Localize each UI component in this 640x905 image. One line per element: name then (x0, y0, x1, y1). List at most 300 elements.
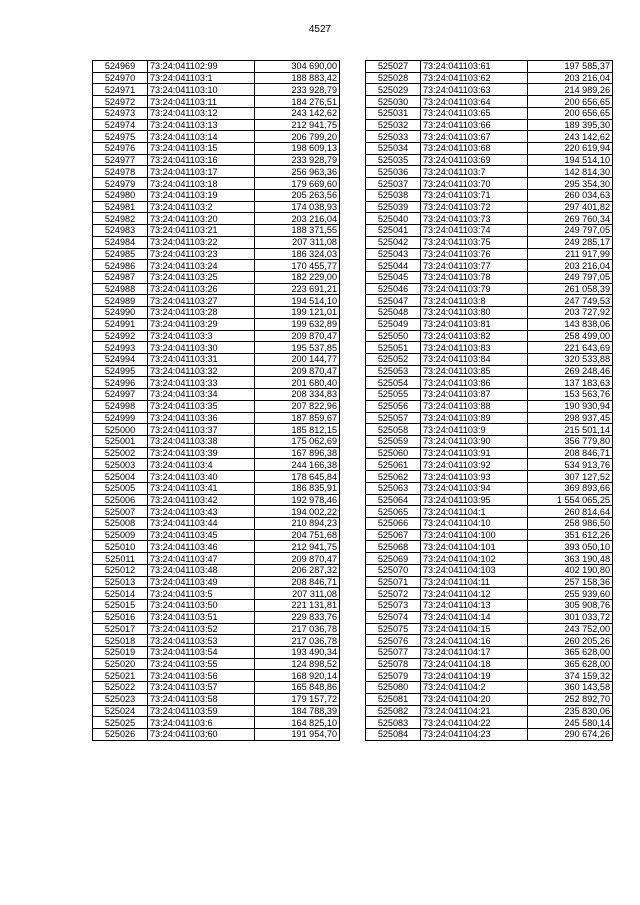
cadastral-number-cell: 73:24:041103:88 (421, 400, 528, 412)
cadastral-number-cell: 73:24:041103:31 (148, 353, 255, 365)
record-number-cell: 525016 (93, 611, 148, 623)
record-number-cell: 525082 (366, 705, 421, 717)
record-number-cell: 525026 (93, 728, 148, 740)
value-cell: 258 986,50 (528, 518, 613, 530)
record-number-cell: 525064 (366, 494, 421, 506)
value-cell: 182 229,00 (255, 271, 340, 283)
record-number-cell: 524990 (93, 307, 148, 319)
cadastral-number-cell: 73:24:041104:1 (421, 506, 528, 518)
record-number-cell: 525002 (93, 447, 148, 459)
value-cell: 374 159,32 (528, 670, 613, 682)
record-number-cell: 525004 (93, 471, 148, 483)
table-row (366, 728, 613, 740)
table-row (93, 506, 340, 518)
record-number-cell: 525049 (366, 318, 421, 330)
cadastral-number-cell: 73:24:041103:63 (421, 84, 528, 96)
value-cell: 243 752,00 (528, 623, 613, 635)
table-row (366, 154, 613, 166)
value-cell: 194 514,10 (255, 295, 340, 307)
table-row (93, 178, 340, 190)
table-row (93, 365, 340, 377)
cadastral-number-cell: 73:24:041103:76 (421, 248, 528, 260)
value-cell: 215 501,14 (528, 424, 613, 436)
value-cell: 184 276,51 (255, 96, 340, 108)
record-number-cell: 524989 (93, 295, 148, 307)
table-row (366, 611, 613, 623)
cadastral-number-cell: 73:24:041103:93 (421, 471, 528, 483)
cadastral-number-cell: 73:24:041103:92 (421, 459, 528, 471)
value-cell: 209 870,47 (255, 330, 340, 342)
value-cell: 208 846,71 (255, 576, 340, 588)
record-number-cell: 525005 (93, 482, 148, 494)
table-row (366, 541, 613, 553)
table-row (366, 658, 613, 670)
table-row (366, 61, 613, 73)
cadastral-number-cell: 73:24:041103:20 (148, 213, 255, 225)
value-cell: 193 490,34 (255, 646, 340, 658)
record-number-cell: 525051 (366, 342, 421, 354)
cadastral-number-cell: 73:24:041103:77 (421, 260, 528, 272)
cadastral-number-cell: 73:24:041103:17 (148, 166, 255, 178)
value-cell: 137 183,63 (528, 377, 613, 389)
table-row (93, 424, 340, 436)
value-cell: 124 898,52 (255, 658, 340, 670)
table-row (93, 646, 340, 658)
record-number-cell: 525045 (366, 271, 421, 283)
record-number-cell: 524987 (93, 271, 148, 283)
record-number-cell: 525060 (366, 447, 421, 459)
cadastral-number-cell: 73:24:041103:85 (421, 365, 528, 377)
table-row (366, 705, 613, 717)
cadastral-number-cell: 73:24:041103:94 (421, 482, 528, 494)
table-row (93, 693, 340, 705)
table-row (93, 553, 340, 565)
cadastral-number-cell: 73:24:041104:18 (421, 658, 528, 670)
record-number-cell: 524969 (93, 61, 148, 73)
value-cell: 247 749,53 (528, 295, 613, 307)
cadastral-number-cell: 73:24:041103:28 (148, 307, 255, 319)
table-row (93, 283, 340, 295)
cadastral-number-cell: 73:24:041103:81 (421, 318, 528, 330)
table-row (366, 178, 613, 190)
record-number-cell: 525057 (366, 412, 421, 424)
table-row (366, 682, 613, 694)
cadastral-number-cell: 73:24:041104:10 (421, 518, 528, 530)
value-cell: 153 563,76 (528, 389, 613, 401)
cadastral-number-cell: 73:24:041103:72 (421, 201, 528, 213)
cadastral-number-cell: 73:24:041103:68 (421, 143, 528, 155)
table-row (366, 447, 613, 459)
table-row (93, 225, 340, 237)
table-row (93, 588, 340, 600)
cadastral-number-cell: 73:24:041104:2 (421, 682, 528, 694)
record-number-cell: 525038 (366, 189, 421, 201)
value-cell: 191 954,70 (255, 728, 340, 740)
table-row (366, 236, 613, 248)
record-number-cell: 525083 (366, 717, 421, 729)
record-number-cell: 524994 (93, 353, 148, 365)
table-row (93, 236, 340, 248)
table-row (366, 424, 613, 436)
record-number-cell: 525071 (366, 576, 421, 588)
table-row (93, 635, 340, 647)
value-cell: 170 455,77 (255, 260, 340, 272)
record-number-cell: 525040 (366, 213, 421, 225)
value-cell: 402 190,80 (528, 564, 613, 576)
cadastral-number-cell: 73:24:041103:83 (421, 342, 528, 354)
value-cell: 208 334,83 (255, 389, 340, 401)
value-cell: 206 287,32 (255, 564, 340, 576)
table-row (366, 459, 613, 471)
table-row (366, 529, 613, 541)
record-number-cell: 524995 (93, 365, 148, 377)
table-row (93, 728, 340, 740)
cadastral-number-cell: 73:24:041103:71 (421, 189, 528, 201)
table-row (93, 318, 340, 330)
table-row (366, 600, 613, 612)
cadastral-number-cell: 73:24:041103:69 (421, 154, 528, 166)
table-row (366, 365, 613, 377)
table-row (366, 271, 613, 283)
cadastral-number-cell: 73:24:041103:47 (148, 553, 255, 565)
value-cell: 194 002,22 (255, 506, 340, 518)
record-number-cell: 524977 (93, 154, 148, 166)
record-number-cell: 524976 (93, 143, 148, 155)
value-cell: 207 311,08 (255, 588, 340, 600)
table-row (366, 506, 613, 518)
record-number-cell: 525069 (366, 553, 421, 565)
record-number-cell: 525018 (93, 635, 148, 647)
cadastral-number-cell: 73:24:041103:74 (421, 225, 528, 237)
cadastral-number-cell: 73:24:041103:56 (148, 670, 255, 682)
value-cell: 165 848,86 (255, 682, 340, 694)
record-number-cell: 525084 (366, 728, 421, 740)
cadastral-number-cell: 73:24:041103:21 (148, 225, 255, 237)
record-number-cell: 524983 (93, 225, 148, 237)
value-cell: 301 033,72 (528, 611, 613, 623)
value-cell: 211 917,99 (528, 248, 613, 260)
value-cell: 190 930,94 (528, 400, 613, 412)
record-number-cell: 524991 (93, 318, 148, 330)
record-number-cell: 525062 (366, 471, 421, 483)
table-row (366, 96, 613, 108)
cadastral-number-cell: 73:24:041103:26 (148, 283, 255, 295)
value-cell: 179 669,60 (255, 178, 340, 190)
cadastral-number-cell: 73:24:041103:60 (148, 728, 255, 740)
cadastral-number-cell: 73:24:041104:103 (421, 564, 528, 576)
record-number-cell: 525025 (93, 717, 148, 729)
cadastral-number-cell: 73:24:041103:1 (148, 72, 255, 84)
record-number-cell: 525041 (366, 225, 421, 237)
table-row (93, 96, 340, 108)
record-number-cell: 525008 (93, 518, 148, 530)
record-number-cell: 525052 (366, 353, 421, 365)
cadastral-number-cell: 73:24:041103:87 (421, 389, 528, 401)
record-number-cell: 524970 (93, 72, 148, 84)
table-row (366, 646, 613, 658)
cadastral-number-cell: 73:24:041103:52 (148, 623, 255, 635)
record-number-cell: 525081 (366, 693, 421, 705)
value-cell: 199 632,89 (255, 318, 340, 330)
cadastral-number-cell: 73:24:041103:79 (421, 283, 528, 295)
record-number-cell: 525023 (93, 693, 148, 705)
cadastral-number-cell: 73:24:041103:22 (148, 236, 255, 248)
table-row (366, 623, 613, 635)
table-row (93, 412, 340, 424)
value-cell: 298 937,45 (528, 412, 613, 424)
record-number-cell: 524998 (93, 400, 148, 412)
record-number-cell: 525042 (366, 236, 421, 248)
record-number-cell: 525070 (366, 564, 421, 576)
value-cell: 175 062,69 (255, 436, 340, 448)
table-row (93, 447, 340, 459)
record-number-cell: 525032 (366, 119, 421, 131)
value-cell: 221 643,69 (528, 342, 613, 354)
record-number-cell: 524988 (93, 283, 148, 295)
table-row (93, 705, 340, 717)
table-row (93, 131, 340, 143)
record-number-cell: 524986 (93, 260, 148, 272)
table-row (366, 693, 613, 705)
value-cell: 229 833,76 (255, 611, 340, 623)
value-cell: 260 205,26 (528, 635, 613, 647)
cadastral-number-cell: 73:24:041103:5 (148, 588, 255, 600)
cadastral-number-cell: 73:24:041103:39 (148, 447, 255, 459)
value-cell: 297 401,82 (528, 201, 613, 213)
record-number-cell: 525006 (93, 494, 148, 506)
cadastral-number-cell: 73:24:041103:90 (421, 436, 528, 448)
record-number-cell: 525014 (93, 588, 148, 600)
table-row (93, 119, 340, 131)
table-row (93, 717, 340, 729)
value-cell: 235 830,06 (528, 705, 613, 717)
record-number-cell: 525034 (366, 143, 421, 155)
table-row (93, 107, 340, 119)
cadastral-number-cell: 73:24:041104:16 (421, 635, 528, 647)
value-cell: 252 892,70 (528, 693, 613, 705)
record-number-cell: 525036 (366, 166, 421, 178)
cadastral-number-cell: 73:24:041104:21 (421, 705, 528, 717)
table-row (366, 213, 613, 225)
value-cell: 188 883,42 (255, 72, 340, 84)
value-cell: 223 691,21 (255, 283, 340, 295)
cadastral-number-cell: 73:24:041103:8 (421, 295, 528, 307)
cadastral-number-cell: 73:24:041103:54 (148, 646, 255, 658)
record-number-cell: 525029 (366, 84, 421, 96)
record-number-cell: 525058 (366, 424, 421, 436)
table-row (93, 611, 340, 623)
record-number-cell: 525033 (366, 131, 421, 143)
table-row (93, 84, 340, 96)
cadastral-number-cell: 73:24:041103:80 (421, 307, 528, 319)
table-row (366, 84, 613, 96)
cadastral-number-cell: 73:24:041103:51 (148, 611, 255, 623)
cadastral-number-cell: 73:24:041104:102 (421, 553, 528, 565)
record-number-cell: 525011 (93, 553, 148, 565)
cadastral-number-cell: 73:24:041104:22 (421, 717, 528, 729)
table-row (366, 143, 613, 155)
table-row (366, 389, 613, 401)
table-row (366, 518, 613, 530)
table-row (366, 342, 613, 354)
value-cell: 198 609,13 (255, 143, 340, 155)
value-cell: 356 779,80 (528, 436, 613, 448)
record-number-cell: 524992 (93, 330, 148, 342)
record-number-cell: 525054 (366, 377, 421, 389)
value-cell: 168 920,14 (255, 670, 340, 682)
cadastral-number-cell: 73:24:041103:35 (148, 400, 255, 412)
value-cell: 203 216,04 (255, 213, 340, 225)
record-number-cell: 524993 (93, 342, 148, 354)
table-row (93, 471, 340, 483)
table-row (93, 61, 340, 73)
cadastral-number-cell: 73:24:041103:78 (421, 271, 528, 283)
record-number-cell: 525063 (366, 482, 421, 494)
table-row (93, 459, 340, 471)
cadastral-number-cell: 73:24:041103:66 (421, 119, 528, 131)
cadastral-number-cell: 73:24:041103:33 (148, 377, 255, 389)
table-row (366, 225, 613, 237)
record-number-cell: 525000 (93, 424, 148, 436)
value-cell: 178 645,84 (255, 471, 340, 483)
cadastral-number-cell: 73:24:041103:27 (148, 295, 255, 307)
cadastral-number-cell: 73:24:041103:58 (148, 693, 255, 705)
table-row (366, 119, 613, 131)
value-cell: 210 894,23 (255, 518, 340, 530)
value-cell: 534 913,76 (528, 459, 613, 471)
record-number-cell: 525059 (366, 436, 421, 448)
record-number-cell: 525048 (366, 307, 421, 319)
table-row (366, 260, 613, 272)
table-row (93, 518, 340, 530)
table-row (93, 529, 340, 541)
value-cell: 249 797,05 (528, 271, 613, 283)
record-number-cell: 525010 (93, 541, 148, 553)
cadastral-number-cell: 73:24:041103:6 (148, 717, 255, 729)
value-cell: 307 127,52 (528, 471, 613, 483)
record-number-cell: 525007 (93, 506, 148, 518)
value-cell: 260 814,64 (528, 506, 613, 518)
table-row (366, 107, 613, 119)
cadastral-number-cell: 73:24:041103:19 (148, 189, 255, 201)
table-row (366, 635, 613, 647)
value-cell: 203 216,04 (528, 72, 613, 84)
table-row (93, 307, 340, 319)
table-row (93, 576, 340, 588)
table-row (366, 564, 613, 576)
cadastral-number-cell: 73:24:041103:89 (421, 412, 528, 424)
table-row (93, 295, 340, 307)
table-row (93, 72, 340, 84)
value-cell: 207 311,08 (255, 236, 340, 248)
record-number-cell: 524999 (93, 412, 148, 424)
record-number-cell: 524984 (93, 236, 148, 248)
table-row (93, 541, 340, 553)
record-number-cell: 525044 (366, 260, 421, 272)
value-cell: 200 144,77 (255, 353, 340, 365)
table-row (366, 670, 613, 682)
cadastral-number-cell: 73:24:041103:23 (148, 248, 255, 260)
table-row (366, 318, 613, 330)
record-number-cell: 524973 (93, 107, 148, 119)
value-cell: 142 814,30 (528, 166, 613, 178)
cadastral-number-cell: 73:24:041104:17 (421, 646, 528, 658)
record-number-cell: 525077 (366, 646, 421, 658)
record-number-cell: 525078 (366, 658, 421, 670)
record-number-cell: 524982 (93, 213, 148, 225)
cadastral-number-cell: 73:24:041103:24 (148, 260, 255, 272)
value-cell: 186 835,91 (255, 482, 340, 494)
cadastral-number-cell: 73:24:041103:70 (421, 178, 528, 190)
record-number-cell: 525080 (366, 682, 421, 694)
table-row (93, 494, 340, 506)
value-cell: 199 121,01 (255, 307, 340, 319)
value-cell: 188 371,55 (255, 225, 340, 237)
table-row (366, 494, 613, 506)
value-cell: 192 978,46 (255, 494, 340, 506)
value-cell: 351 612,26 (528, 529, 613, 541)
value-cell: 212 941,75 (255, 541, 340, 553)
record-number-cell: 525024 (93, 705, 148, 717)
table-row (366, 201, 613, 213)
record-number-cell: 525065 (366, 506, 421, 518)
cadastral-number-cell: 73:24:041103:55 (148, 658, 255, 670)
value-cell: 187 859,67 (255, 412, 340, 424)
table-row (93, 389, 340, 401)
value-cell: 217 036,78 (255, 635, 340, 647)
record-number-cell: 525055 (366, 389, 421, 401)
table-row (366, 576, 613, 588)
registry-table-right (365, 60, 613, 741)
table-row (93, 143, 340, 155)
table-row (366, 295, 613, 307)
record-number-cell: 524980 (93, 189, 148, 201)
cadastral-number-cell: 73:24:041103:36 (148, 412, 255, 424)
value-cell: 290 674,26 (528, 728, 613, 740)
value-cell: 186 324,03 (255, 248, 340, 260)
cadastral-number-cell: 73:24:041104:13 (421, 600, 528, 612)
cadastral-number-cell: 73:24:041103:62 (421, 72, 528, 84)
cadastral-number-cell: 73:24:041103:34 (148, 389, 255, 401)
value-cell: 212 941,75 (255, 119, 340, 131)
table-row (93, 271, 340, 283)
value-cell: 233 928,79 (255, 84, 340, 96)
registry-table-left (92, 60, 340, 741)
cadastral-number-cell: 73:24:041103:95 (421, 494, 528, 506)
table-row (366, 553, 613, 565)
cadastral-number-cell: 73:24:041103:84 (421, 353, 528, 365)
value-cell: 195 537,85 (255, 342, 340, 354)
cadastral-number-cell: 73:24:041103:91 (421, 447, 528, 459)
cadastral-number-cell: 73:24:041103:50 (148, 600, 255, 612)
table-row (366, 72, 613, 84)
table-row (93, 482, 340, 494)
value-cell: 221 131,81 (255, 600, 340, 612)
cadastral-number-cell: 73:24:041103:2 (148, 201, 255, 213)
cadastral-number-cell: 73:24:041103:82 (421, 330, 528, 342)
value-cell: 201 680,40 (255, 377, 340, 389)
table-row (93, 201, 340, 213)
table-row (366, 377, 613, 389)
cadastral-number-cell: 73:24:041103:49 (148, 576, 255, 588)
value-cell: 243 142,62 (528, 131, 613, 143)
record-number-cell: 524985 (93, 248, 148, 260)
cadastral-number-cell: 73:24:041103:86 (421, 377, 528, 389)
value-cell: 305 908,76 (528, 600, 613, 612)
record-number-cell: 525030 (366, 96, 421, 108)
cadastral-number-cell: 73:24:041103:25 (148, 271, 255, 283)
cadastral-number-cell: 73:24:041104:19 (421, 670, 528, 682)
